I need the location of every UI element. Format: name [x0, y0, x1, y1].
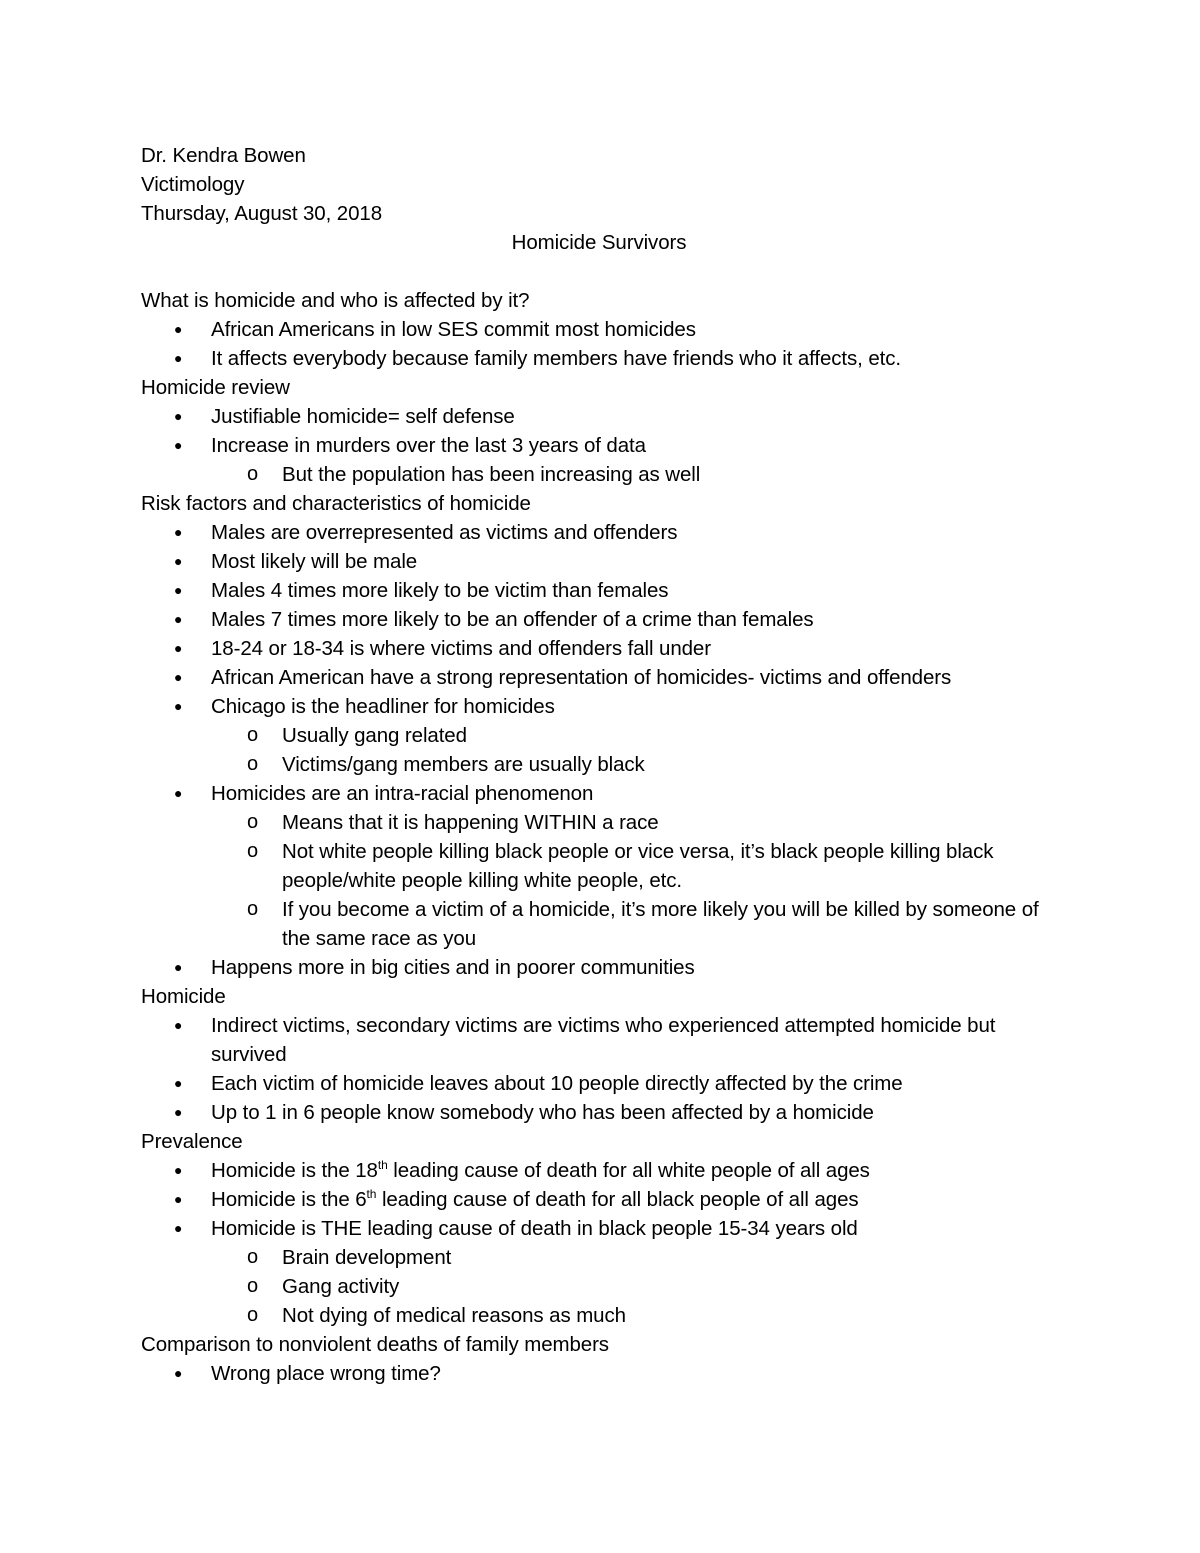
list-item: ● Wrong place wrong time? [141, 1359, 1081, 1388]
disc-bullet-icon: ● [174, 611, 183, 627]
document-body [141, 141, 1081, 1388]
list-item: ● Up to 1 in 6 people know somebody who has been affected by a homicide [141, 1098, 1081, 1127]
circle-bullet-icon: o [247, 898, 259, 920]
sub-list-item: o Means that it is happening WITHIN a race [141, 808, 1081, 837]
disc-bullet-icon: ● [174, 640, 183, 656]
disc-bullet-icon: ● [174, 1191, 183, 1207]
disc-bullet-icon: ● [174, 582, 183, 598]
list-item: ● It affects everybody because family members have friends who it affects, etc. [141, 344, 1081, 373]
disc-bullet-icon: ● [174, 321, 183, 337]
bullet-list [141, 518, 1081, 982]
disc-bullet-icon: ● [174, 959, 183, 975]
bullet-list [141, 1011, 1081, 1127]
bullet-list [141, 315, 1081, 373]
list-item: ● Increase in murders over the last 3 years of data [141, 431, 1081, 460]
list-item: ● Indirect victims, secondary victims are victims who experienced attempted homicide but survived [141, 1011, 1081, 1069]
list-item: ● African Americans in low SES commit most homicides [141, 315, 1081, 344]
bullet-list [141, 402, 1081, 489]
sub-list-item: o Brain development [141, 1243, 1081, 1272]
disc-bullet-icon: ● [174, 1075, 183, 1091]
list-item: ● Each victim of homicide leaves about 10 people directly affected by the crime [141, 1069, 1081, 1098]
disc-bullet-icon: ● [174, 350, 183, 366]
section-heading-comparison: Comparison to nonviolent deaths of family members [141, 1333, 609, 1356]
list-item: ● Happens more in big cities and in poorer communities [141, 953, 1081, 982]
list-item: ● Homicides are an intra-racial phenomenon [141, 779, 1081, 808]
disc-bullet-icon: ● [174, 553, 183, 569]
circle-bullet-icon: o [247, 811, 259, 833]
list-item: ● Most likely will be male [141, 547, 1081, 576]
circle-bullet-icon: o [247, 753, 259, 775]
section-heading-prevalence: Prevalence [141, 1130, 243, 1153]
disc-bullet-icon: ● [174, 524, 183, 540]
circle-bullet-icon: o [247, 840, 259, 862]
list-item: ● Homicide is THE leading cause of death in black people 15-34 years old [141, 1214, 1081, 1243]
circle-bullet-icon: o [247, 463, 259, 485]
page-title: Homicide Survivors [511, 231, 687, 254]
disc-bullet-icon: ● [174, 669, 183, 685]
circle-bullet-icon: o [247, 724, 259, 746]
sub-list-item: o But the population has been increasing as well [141, 460, 1081, 489]
disc-bullet-icon: ● [174, 1104, 183, 1120]
list-item: ● Males 7 times more likely to be an offender of a crime than females [141, 605, 1081, 634]
sub-list-item: o Victims/gang members are usually black [141, 750, 1081, 779]
disc-bullet-icon: ● [174, 437, 183, 453]
circle-bullet-icon: o [247, 1246, 259, 1268]
list-item: ● Males 4 times more likely to be victim than females [141, 576, 1081, 605]
list-item: ● Males are overrepresented as victims and offenders [141, 518, 1081, 547]
bullet-list [141, 1359, 1081, 1388]
sub-list-item: o Not dying of medical reasons as much [141, 1301, 1081, 1330]
date-line: Thursday, August 30, 2018 [141, 202, 383, 225]
bullet-list [141, 1156, 1081, 1330]
sub-list-item: o Gang activity [141, 1272, 1081, 1301]
course-line: Victimology [141, 173, 245, 196]
disc-bullet-icon: ● [174, 408, 183, 424]
section-heading-homicide: Homicide [141, 985, 226, 1008]
disc-bullet-icon: ● [174, 785, 183, 801]
sub-list-item: o Usually gang related [141, 721, 1081, 750]
list-item: ● Chicago is the headliner for homicides [141, 692, 1081, 721]
disc-bullet-icon: ● [174, 698, 183, 714]
section-heading-risk-factors: Risk factors and characteristics of homicide [141, 492, 531, 515]
list-item: ● Homicide is the 6th leading cause of death for all black people of all ages [141, 1185, 1081, 1214]
circle-bullet-icon: o [247, 1275, 259, 1297]
disc-bullet-icon: ● [174, 1220, 183, 1236]
list-item: ● Justifiable homicide= self defense [141, 402, 1081, 431]
list-item: ● Homicide is the 18th leading cause of death for all white people of all ages [141, 1156, 1081, 1185]
author-line: Dr. Kendra Bowen [141, 144, 306, 167]
list-item: ● African American have a strong representation of homicides- victims and offenders [141, 663, 1081, 692]
sub-list-item: o Not white people killing black people or vice versa, it’s black people killing black people/white people killing white people, etc. [141, 837, 1081, 895]
circle-bullet-icon: o [247, 1304, 259, 1326]
list-item: ● 18-24 or 18-34 is where victims and offenders fall under [141, 634, 1081, 663]
disc-bullet-icon: ● [174, 1162, 183, 1178]
disc-bullet-icon: ● [174, 1365, 183, 1381]
sub-list-item: o If you become a victim of a homicide, it’s more likely you will be killed by someone of the same race as you [141, 895, 1081, 953]
disc-bullet-icon: ● [174, 1017, 183, 1033]
section-heading-homicide-review: Homicide review [141, 376, 290, 399]
blank-line [141, 257, 1081, 286]
section-heading-what-is-homicide: What is homicide and who is affected by it? [141, 289, 530, 312]
